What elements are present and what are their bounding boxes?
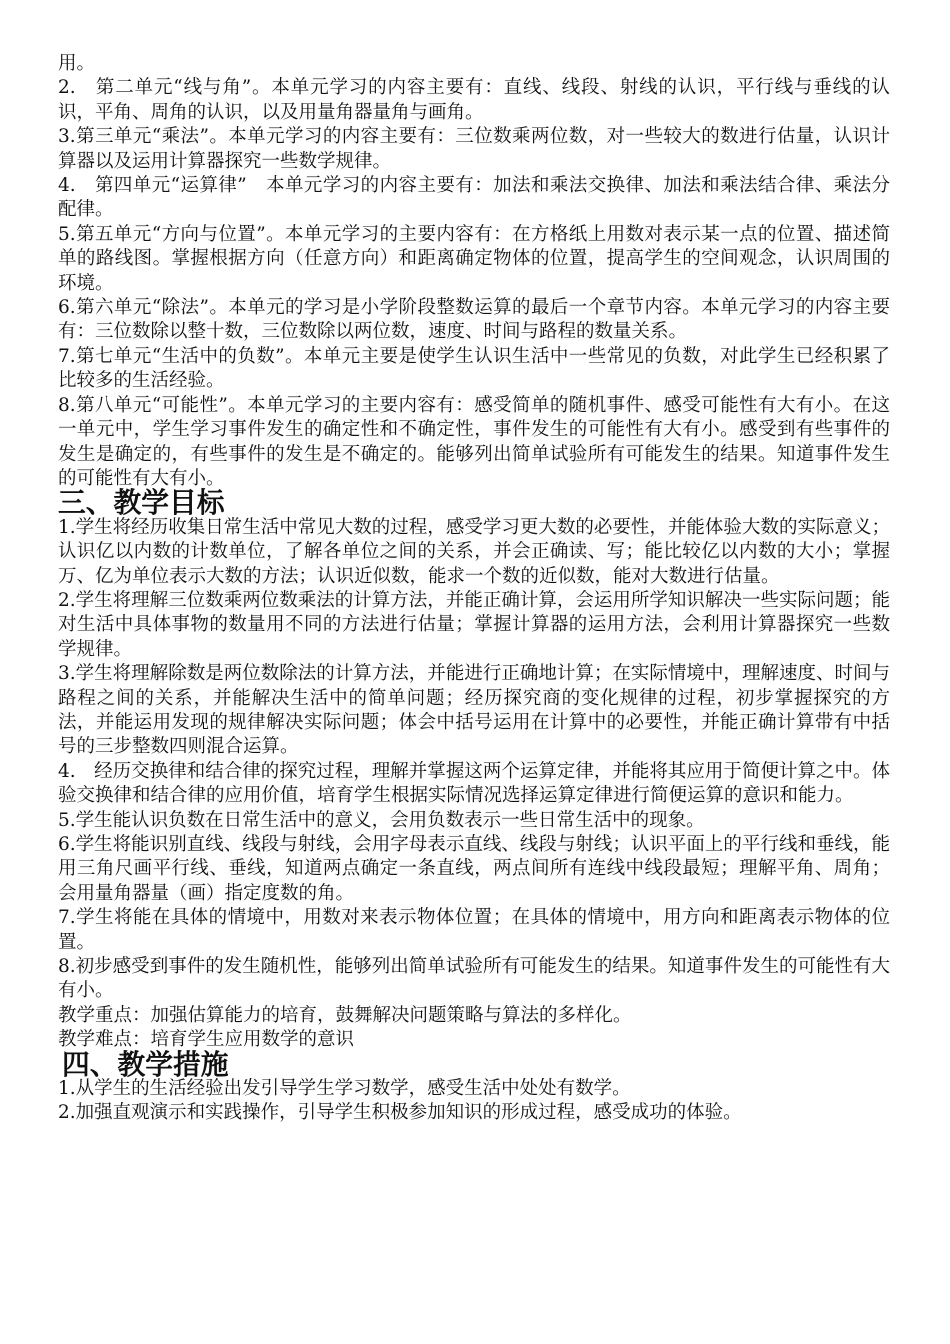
paragraph: 3.第三单元“乘法”。本单元学习的内容主要有：三位数乘两位数，对一些较大的数进行估量，认识计算器以及运用计算器探究一些数学规律。: [58, 126, 890, 172]
paragraph: 7.第七单元“生活中的负数”。本单元主要是使学生认识生活中一些常见的负数，对此学生已经积累了比较多的生活经验。: [58, 345, 890, 392]
paragraph: 5.学生能认识负数在日常生活中的意义，会用负数表示一些日常生活中的现象。: [58, 809, 705, 831]
paragraph: 6.第六单元“除法”。本单元的学习是小学阶段整数运算的最后一个章节内容。本单元学习的内容主要有：三位数除以整十数，三位数除以两位数，速度、时间与路程的数量关系。: [58, 297, 890, 343]
paragraph: 8.第八单元“可能性”。本单元学习的主要内容有：感受简单的随机事件、感受可能性有大有小。在这一单元中，学生学习事件发生的确定性和不确定性，事件发生的可能性有大有小。感受到有些事件的发生是确定的，有些事件的发生是不确定的。能够列出简单试验所有可能发生的结果。知道事件发生的可能性有大有小。: [58, 394, 890, 489]
paragraph: 4. 经历交换律和结合律的探究过程，理解并掌握这两个运算定律，并能将其应用于简便计算之中。体验交换律和结合律的应用价值，培育学生根据实际情况选择运算定律进行简便运算的意识和能力。: [58, 760, 890, 807]
paragraph: 1.学生将经历收集日常生活中常见大数的过程，感受学习更大数的必要性，并能体验大数的实际意义；认识亿以内数的计数单位，了解各单位之间的关系，并会正确读、写；能比较亿以内数的大小；掌握万、亿为单位表示大数的方法；认识近似数，能求一个数的近似数，能对大数进行估量。: [58, 516, 890, 587]
paragraph: 教学难点：培育学生应用数学的意识: [58, 1029, 355, 1051]
paragraph: 用。: [58, 53, 96, 74]
paragraph: 8.初步感受到事件的发生随机性，能够列出简单试验所有可能发生的结果。知道事件发生的可能性有大有小。: [58, 956, 890, 1002]
section-heading: 三、教学目标: [58, 486, 225, 520]
paragraph: 3.学生将理解除数是两位数除法的计算方法，并能进行正确地计算；在实际情境中，理解速度、时间与路程之间的关系，并能解决生活中的简单问题；经历探究商的变化规律的过程，初步掌握探究的方法，并能运用发现的规律解决实际问题；体会中括号运用在计算中的必要性，并能正确计算带有中括号的三步整数四则混合运算。: [58, 663, 890, 758]
paragraph: 5.第五单元“方向与位置”。本单元学习的主要内容有：在方格纸上用数对表示某一点的位置、描述简单的路线图。掌握根据方向（任意方向）和距离确定物体的位置，提高学生的空间观念，认识周围的环境。: [58, 223, 890, 294]
paragraph: 2. 第二单元“线与角”。本单元学习的内容主要有：直线、线段、射线的认识，平行线与垂线的认识，平角、周角的认识，以及用量角器量角与画角。: [58, 77, 890, 123]
document-page: [58, 52, 890, 1126]
paragraph: 6.学生将能识别直线、线段与射线，会用字母表示直线、线段与射线；认识平面上的平行线和垂线，能用三角尺画平行线、垂线，知道两点确定一条直线，两点间所有连线中线段最短；理解平角、周角；会用量角器量（画）指定度数的角。: [58, 834, 890, 904]
paragraph: 1.从学生的生活经验出发引导学生学习数学，感受生活中处处有数学。: [58, 1078, 631, 1100]
paragraph: 2.学生将理解三位数乘两位数乘法的计算方法，并能正确计算，会运用所学知识解决一些实际问题；能对生活中具体事物的数量用不同的方法进行估量；掌握计算器的运用方法，会利用计算器探究一些数学规律。: [58, 589, 890, 660]
paragraph: 教学重点：加强估算能力的培育，鼓舞解决问题策略与算法的多样化。: [58, 1004, 632, 1026]
section-heading: 四、教学措施: [62, 1047, 229, 1081]
paragraph: 4. 第四单元“运算律” 本单元学习的内容主要有：加法和乘法交换律、加法和乘法结合律、乘法分配律。: [58, 175, 890, 221]
paragraph: 7.学生将能在具体的情境中，用数对来表示物体位置；在具体的情境中，用方向和距离表示物体的位置。: [58, 907, 890, 953]
paragraph: 2.加强直观演示和实践操作，引导学生积极参加知识的形成过程，感受成功的体验。: [58, 1102, 742, 1124]
